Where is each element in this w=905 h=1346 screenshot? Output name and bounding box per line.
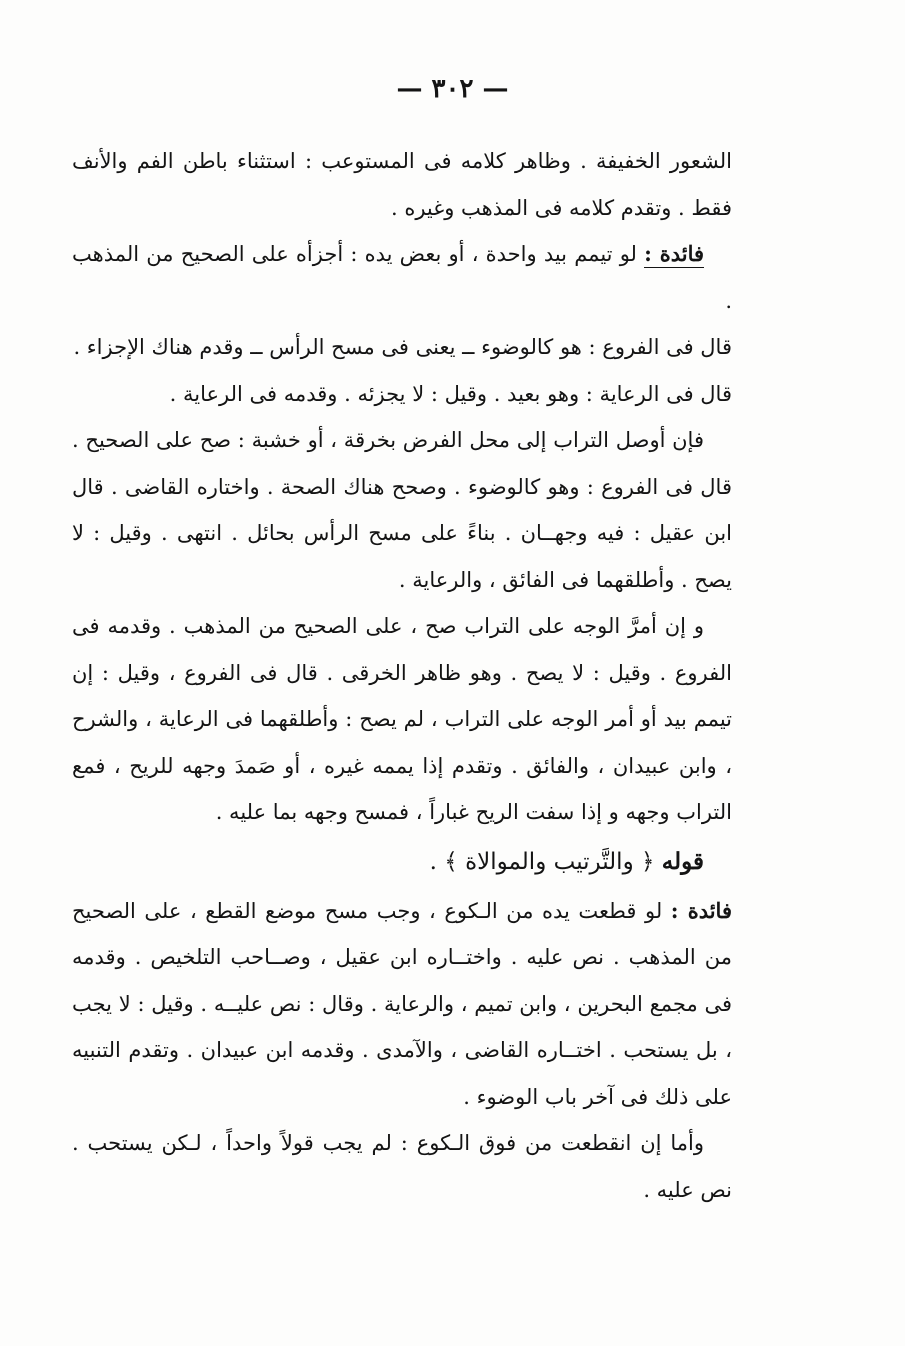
paragraph-text: قال فى الفروع : هو كالوضوء ــ يعنى فى مسح الرأس ــ وقدم هناك الإجزاء . <box>73 335 732 359</box>
paragraph-text: قال فى الرعاية : وهو بعيد . وقيل : لا يجزئه . وقدمه فى الرعاية . <box>169 381 732 406</box>
paragraph <box>72 371 732 418</box>
paragraph-text: و إن أمرَّ الوجه على التراب صح ، على الصحيح من المذهب . وقدمه فى الفروع . وقيل : لا يصح . وهو ظاهر الخرقى . قال فى الفروع ، وقيل : إن تيمم بيد أو أمر الوجه على التراب ، لم يصح : وأطلقهما فى الرعاية ، والشرح ، وابن عبيدان ، والفائق . وتقدم إذا يممه غيره ، أو صَمدَ وجهه للريح ، فمع التراب وجهه و إذا سفت الريح غباراً ، فمسح وجهه بما عليه . <box>72 614 732 824</box>
heading-lead: قوله <box>661 847 704 875</box>
faida-label: فائدة : <box>644 241 705 266</box>
paragraph <box>72 888 732 1121</box>
paragraph <box>72 1120 732 1213</box>
page-number: — ٣٠٢ — <box>396 74 509 104</box>
paragraph-text: وأما إن انقطعت من فوق الـكوع : لم يجب قولاً واحداً ، لـكن يستحب . نص عليه . <box>72 1131 732 1202</box>
faida-label: فائدة : <box>670 897 732 923</box>
paragraph-text: الشعور الخفيفة . وظاهر كلامه فى المستوعب : استثناء باطن الفم والأنف فقط . وتقدم كلامه فى المذهب وغيره . <box>72 149 732 220</box>
paragraph <box>72 417 732 603</box>
heading-text: ﴿ والتَّرتيب والموالاة ﴾ . <box>429 848 662 875</box>
paragraph <box>72 324 732 371</box>
paragraph-text: لو قطعت يده من الـكوع ، وجب مسح موضع القطع ، على الصحيح من المذهب . نص عليه . واختــاره ابن عقيل ، وصــاحب التلخيص . وقدمه فى مجمع البحرين ، وابن تميم ، والرعاية . وقال : نص عليــه . وقيل : لا يجب ، بل يستحب . اختــاره القاضى ، والآمدى . وقدمه ابن عبيدان . وتقدم التنبيه على ذلك فى آخر باب الوضوء . <box>72 898 732 1109</box>
paragraph <box>72 231 732 324</box>
paragraph-text: لو تيمم بيد واحدة ، أو بعض يده : أجزأه على الصحيح من المذهب . <box>72 242 732 313</box>
main-text <box>72 138 732 1213</box>
paragraph <box>72 138 732 231</box>
section-heading <box>72 836 732 888</box>
paragraph <box>72 603 732 836</box>
paragraph-text: فإن أوصل التراب إلى محل الفرض بخرقة ، أو خشبة : صح على الصحيح . قال فى الفروع : وهو كالوضوء . وصحح هناك الصحة . واختاره القاضى . قال ابن عقيل : فيه وجهــان . بناءً على مسح الرأس بحائل . انتهى . وقيل : لا يصح . وأطلقهما فى الفائق ، والرعاية . <box>72 428 732 592</box>
